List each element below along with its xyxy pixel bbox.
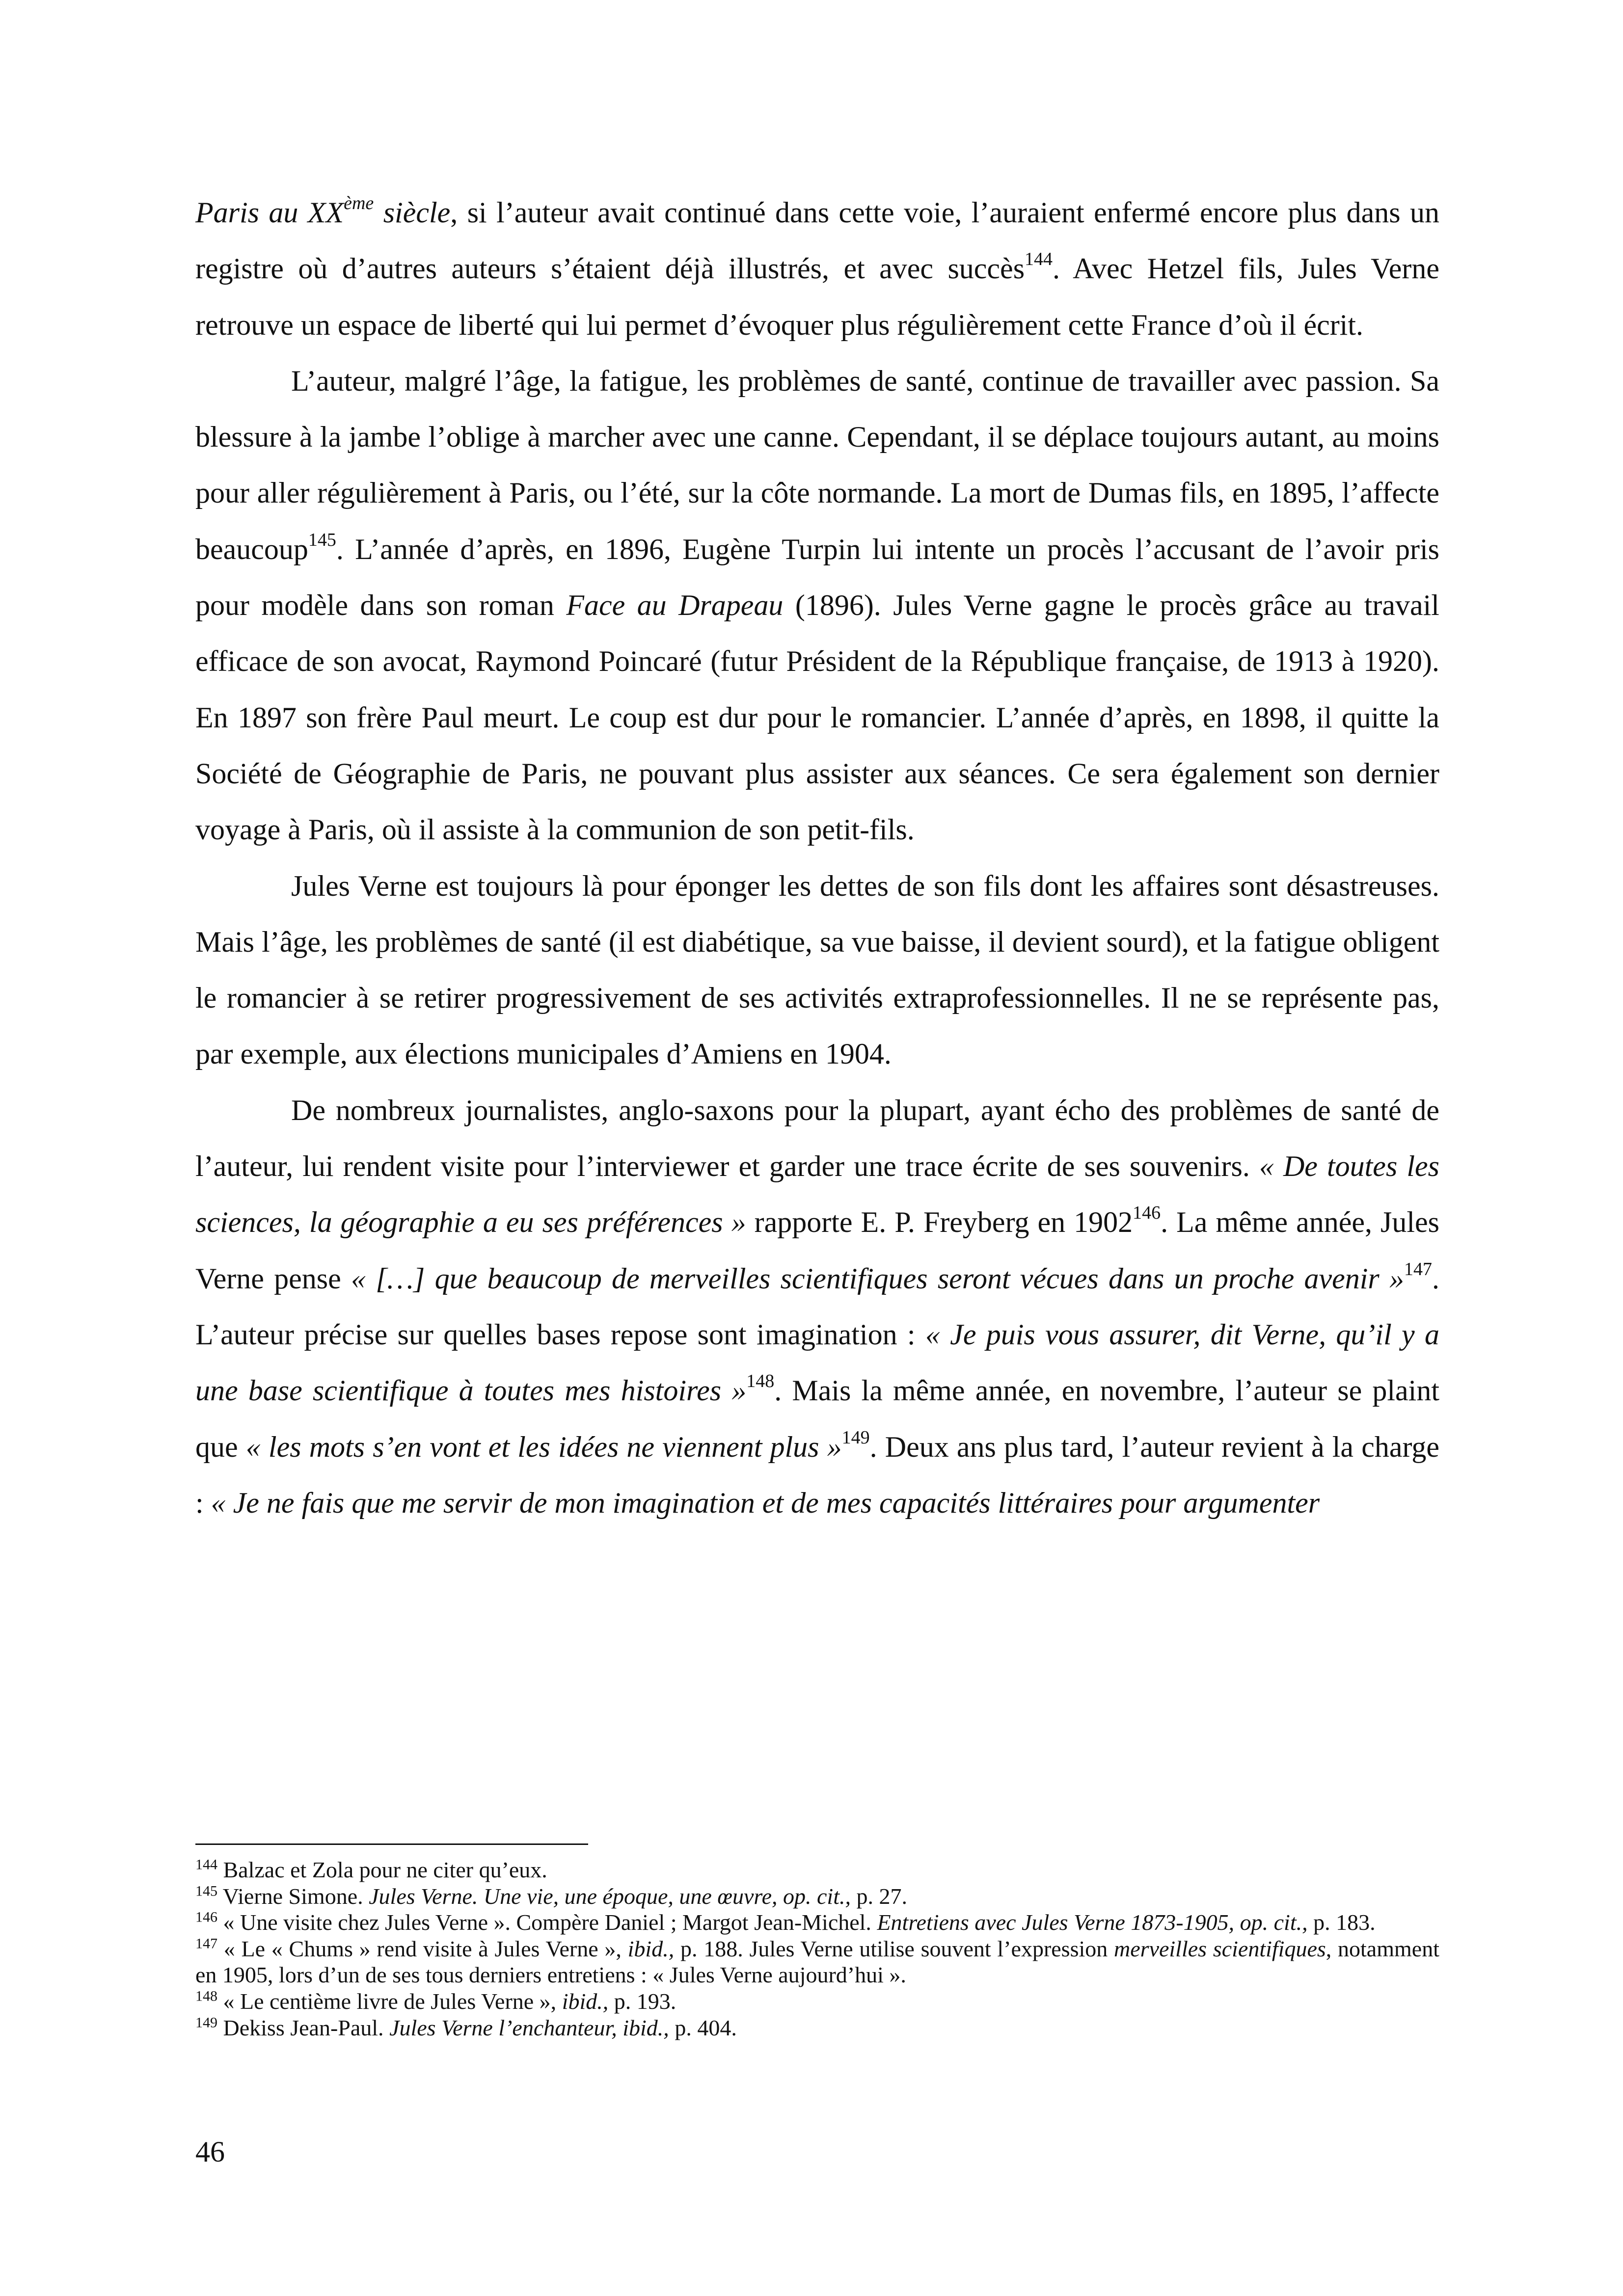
text-run: (1896). Jules Verne gagne le procès grâce au travail efficace de son avocat, Raymond Poincaré (futur Président de la République française, de 1913 à 1920). En 1897 son frère Paul meurt. Le coup est dur pour le romancier. L’année d’après, en 1898, il quitte la Société de Géographie de Paris, ne pouvant plus assister aux séances. Ce sera également son dernier voyage à Paris, où il assiste à la communion de son petit-fils. [195, 589, 1439, 846]
text-run: rapporte E. P. Freyberg en 1902 [746, 1206, 1133, 1239]
text-run: . Deux ans plus tard, l’auteur revient à la charge : [195, 1430, 1439, 1519]
text-run: p. 183. [1307, 1910, 1376, 1935]
text-run: « Le centième livre de Jules Verne », [217, 1988, 562, 2014]
italic-text: « […] que beaucoup de merveilles scientifiques seront vécues dans un proche avenir » [351, 1262, 1404, 1295]
footnote-separator [195, 1843, 588, 1845]
footnotes [195, 1857, 1439, 2041]
italic-text: siècle [374, 196, 451, 229]
footnote-ref: 145 [308, 529, 336, 550]
page-number: 46 [195, 2136, 225, 2168]
footnote-ref: 148 [195, 1988, 217, 2004]
footnote [195, 2015, 1439, 2041]
italic-text: merveilles scientifiques [1114, 1936, 1326, 1961]
italic-text: « Je puis vous assurer, dit Verne, qu’il y a une base scientifique à toutes mes histoires » [195, 1318, 1439, 1407]
footnote-ref: 144 [195, 1856, 217, 1873]
text-run: . La même année, Jules Verne pense [195, 1206, 1440, 1295]
footnote [195, 1883, 1439, 1910]
footnote [195, 1857, 1439, 1883]
body-text [195, 185, 1439, 1531]
italic-text: Entretiens avec Jules Verne 1873-1905, op. cit., [877, 1910, 1308, 1935]
paragraph [195, 858, 1439, 1082]
text-run: Vierne Simone. [217, 1883, 369, 1909]
text-run: De nombreux journalistes, anglo-saxons pour la plupart, ayant écho des problèmes de santé de l’auteur, lui rendent visite pour l’interviewer et garder une trace écrite de ses souvenirs. [195, 1094, 1439, 1183]
text-run: . L’auteur précise sur quelles bases repose sont imagination : [195, 1262, 1439, 1351]
paragraph [195, 353, 1439, 858]
text-run: p. 188. Jules Verne utilise souvent l’expression [674, 1936, 1114, 1961]
italic-text: « les mots s’en vont et les idées ne viennent plus » [245, 1430, 842, 1463]
footnote-ref: 148 [746, 1371, 775, 1392]
footnote-ref: 146 [1133, 1202, 1161, 1224]
text-run: « Une visite chez Jules Verne ». Compère Daniel ; Margot Jean-Michel. [217, 1910, 877, 1935]
text-run: p. 404. [669, 2015, 737, 2040]
italic-text: Face au Drapeau [566, 589, 784, 622]
italic-text: « De toutes les sciences, la géographie a eu ses préférences » [195, 1150, 1439, 1239]
text-run: , si l’auteur avait continué dans cette voie, l’auraient enfermé encore plus dans un registre où d’autres auteurs s’étaient déjà illustrés, et avec succès [195, 196, 1439, 285]
footnote-ref: 149 [195, 2014, 217, 2031]
paragraph [195, 185, 1439, 353]
text-run: p. 193. [608, 1988, 676, 2014]
text-run: , notamment en 1905, lors d’un de ses tous derniers entretiens : « Jules Verne aujourd’hui ». [195, 1936, 1439, 1988]
text-run: Jules Verne est toujours là pour éponger les dettes de son fils dont les affaires sont désastreuses. Mais l’âge, les problèmes de santé (il est diabétique, sa vue baisse, il devient sourd), et la fatigue obligent le romancier à se retirer progressivement de ses activités extraprofessionnelles. Il ne se représente pas, par exemple, aux élections municipales d’Amiens en 1904. [195, 869, 1439, 1070]
footnote-ref: 144 [1025, 249, 1053, 270]
footnote-ref: 147 [1404, 1258, 1432, 1280]
text-run: L’auteur, malgré l’âge, la fatigue, les problèmes de santé, continue de travailler avec passion. Sa blessure à la jambe l’oblige à marcher avec une canne. Cependant, il se déplace toujours autant, au moins pour aller régulièrement à Paris, ou l’été, sur la côte normande. La mort de Dumas fils, en 1895, l’affecte beaucoup [195, 364, 1439, 565]
italic-text: Paris au XX [195, 196, 344, 229]
footnote-ref: 149 [841, 1427, 870, 1448]
footnote [195, 1909, 1439, 1936]
superscript: ème [344, 193, 374, 214]
text-run: « Le « Chums » rend visite à Jules Verne », [217, 1936, 628, 1961]
footnote-ref: 145 [195, 1883, 217, 1899]
text-run: . Avec Hetzel fils, Jules Verne retrouve un espace de liberté qui lui permet d’évoquer plus régulièrement cette France d’où il écrit. [195, 252, 1439, 341]
italic-text: Jules Verne. Une vie, une époque, une œuvre, op. cit., [369, 1883, 851, 1909]
text-run: Dekiss Jean-Paul. [217, 2015, 390, 2040]
footnote-ref: 147 [195, 1935, 217, 1952]
footnote [195, 1936, 1439, 1988]
italic-text: ibid., [562, 1988, 609, 2014]
text-run: p. 27. [850, 1883, 907, 1909]
italic-text: « Je ne fais que me servir de mon imagination et de mes capacités littéraires pour argumenter [211, 1486, 1320, 1519]
footnote-ref: 146 [195, 1909, 217, 1925]
italic-text: ibid., [627, 1936, 675, 1961]
text-run: Balzac et Zola pour ne citer qu’eux. [217, 1857, 547, 1882]
paragraph [195, 1082, 1439, 1531]
italic-text: Jules Verne l’enchanteur, ibid., [389, 2015, 669, 2040]
text-run: . Mais la même année, en novembre, l’auteur se plaint que [195, 1374, 1439, 1463]
text-run: . L’année d’après, en 1896, Eugène Turpin lui intente un procès l’accusant de l’avoir pris pour modèle dans son roman [195, 533, 1439, 622]
footnote [195, 1988, 1439, 2015]
